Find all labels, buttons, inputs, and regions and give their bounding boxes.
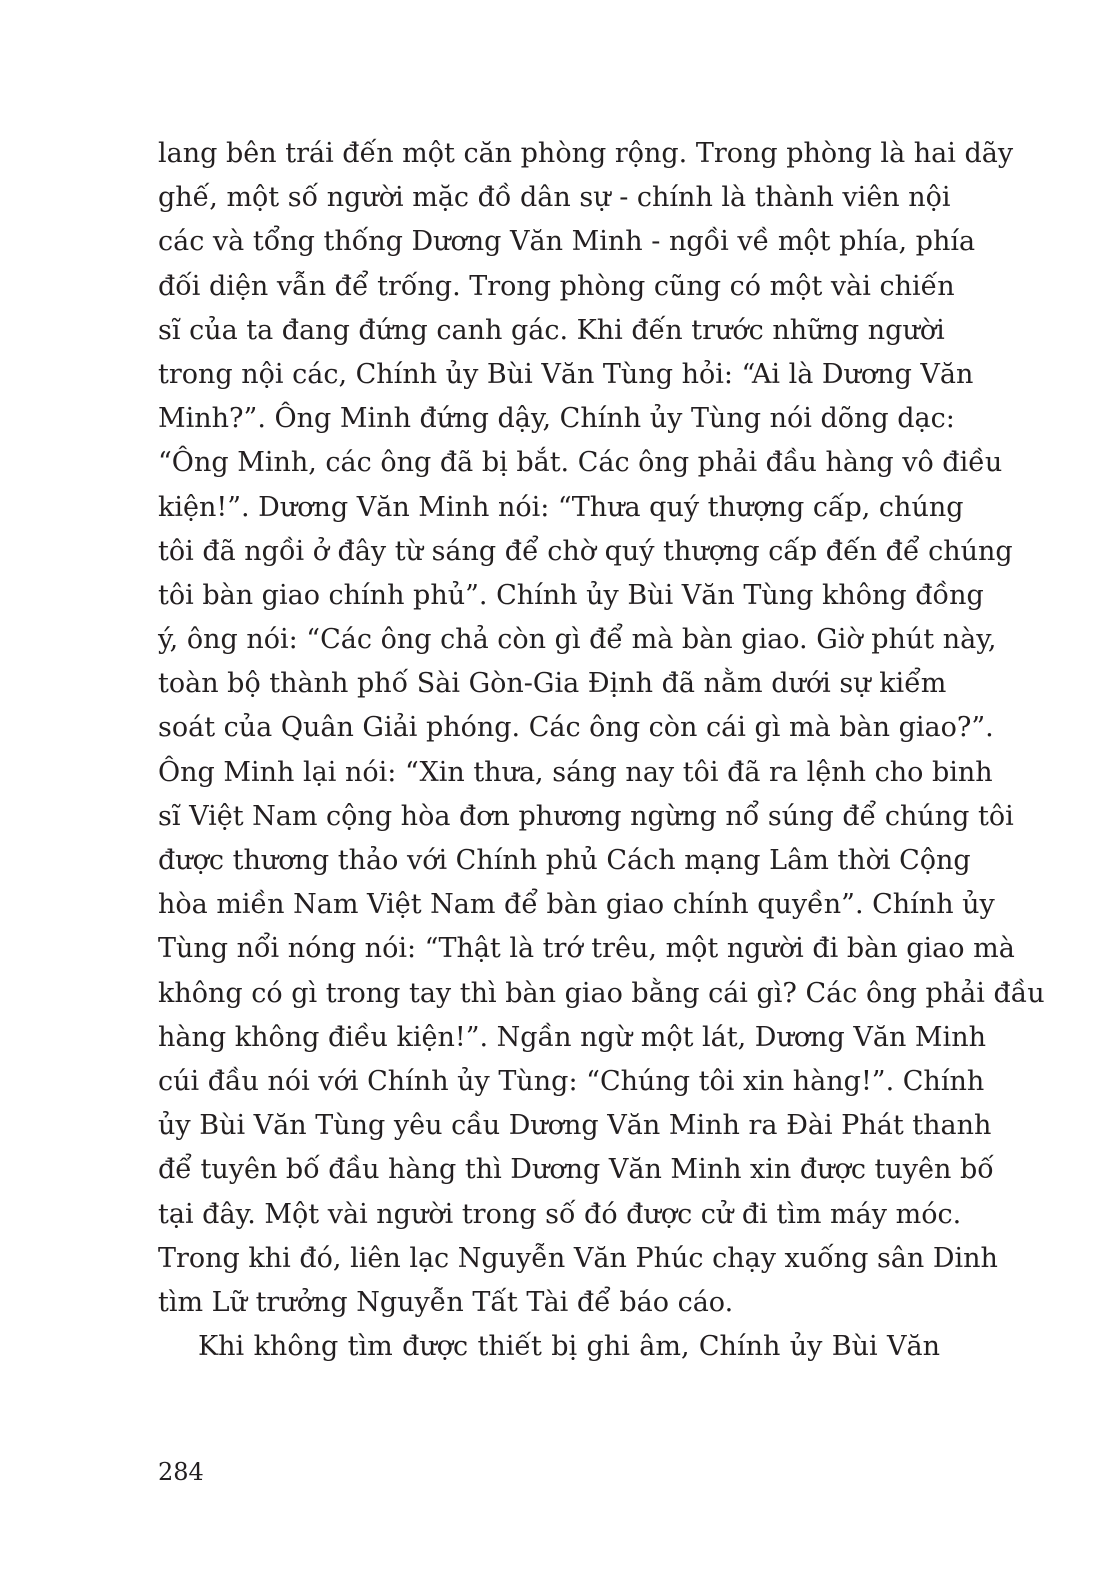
text-line: Tùng nổi nóng nói: “Thật là trớ trêu, một người đi bàn giao mà	[158, 933, 1015, 965]
text-line: Trong khi đó, liên lạc Nguyễn Văn Phúc chạy xuống sân Dinh	[158, 1242, 998, 1274]
text-line: không có gì trong tay thì bàn giao bằng cái gì? Các ông phải đầu	[158, 977, 1045, 1009]
text-line: “Ông Minh, các ông đã bị bắt. Các ông phải đầu hàng vô điều	[158, 447, 1003, 479]
text-line: các và tổng thống Dương Văn Minh - ngồi về một phía, phía	[158, 226, 976, 258]
paragraph-1	[158, 132, 1045, 1325]
text-line: Khi không tìm được thiết bị ghi âm, Chính ủy Bùi Văn	[198, 1331, 940, 1363]
page-number: 284	[158, 1458, 204, 1486]
paragraph-2	[158, 1325, 940, 1369]
text-line: ý, ông nói: “Các ông chả còn gì để mà bàn giao. Giờ phút này,	[158, 624, 997, 656]
text-line: kiện!”. Dương Văn Minh nói: “Thưa quý thượng cấp, chúng	[158, 491, 964, 523]
body-text	[158, 132, 1045, 1369]
text-line: được thương thảo với Chính phủ Cách mạng Lâm thời Cộng	[158, 845, 971, 876]
text-line: Ông Minh lại nói: “Xin thưa, sáng nay tôi đã ra lệnh cho binh	[158, 756, 993, 788]
text-line: tìm Lữ trưởng Nguyễn Tất Tài để báo cáo.	[158, 1286, 734, 1318]
text-line: trong nội các, Chính ủy Bùi Văn Tùng hỏi: “Ai là Dương Văn	[158, 358, 974, 390]
text-line: tôi bàn giao chính phủ”. Chính ủy Bùi Văn Tùng không đồng	[158, 579, 984, 611]
text-line: ủy Bùi Văn Tùng yêu cầu Dương Văn Minh ra Đài Phát thanh	[158, 1110, 992, 1142]
text-line: lang bên trái đến một căn phòng rộng. Trong phòng là hai dãy	[158, 138, 1014, 169]
text-line: toàn bộ thành phố Sài Gòn-Gia Định đã nằm dưới sự kiểm	[158, 668, 947, 700]
text-line: hòa miền Nam Việt Nam để bàn giao chính quyền”. Chính ủy	[158, 889, 995, 921]
text-line: tôi đã ngồi ở đây từ sáng để chờ quý thượng cấp đến để chúng	[158, 535, 1013, 567]
text-line: ghế, một số người mặc đồ dân sự - chính là thành viên nội	[158, 182, 951, 214]
text-line: Minh?”. Ông Minh đứng dậy, Chính ủy Tùng nói dõng dạc:	[158, 403, 955, 435]
text-line: sĩ của ta đang đứng canh gác. Khi đến trước những người	[158, 314, 945, 346]
text-line: hàng không điều kiện!”. Ngần ngừ một lát, Dương Văn Minh	[158, 1021, 986, 1053]
text-line: tại đây. Một vài người trong số đó được cử đi tìm máy móc.	[158, 1198, 962, 1230]
text-line: cúi đầu nói với Chính ủy Tùng: “Chúng tôi xin hàng!”. Chính	[158, 1065, 985, 1097]
text-line: để tuyên bố đầu hàng thì Dương Văn Minh xin được tuyên bố	[158, 1154, 994, 1186]
text-line: soát của Quân Giải phóng. Các ông còn cái gì mà bàn giao?”.	[158, 712, 994, 744]
text-line: đối diện vẫn để trống. Trong phòng cũng có một vài chiến	[158, 270, 955, 302]
text-line: sĩ Việt Nam cộng hòa đơn phương ngừng nổ súng để chúng tôi	[158, 800, 1014, 832]
